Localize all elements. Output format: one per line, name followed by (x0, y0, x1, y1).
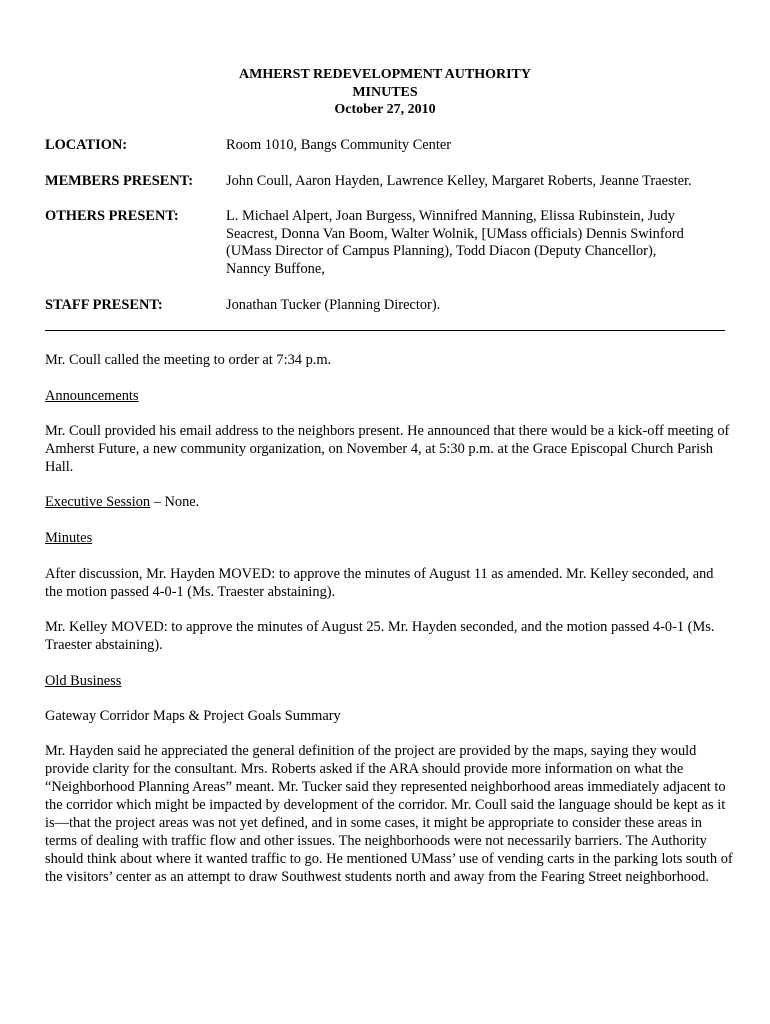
location-value: Room 1010, Bangs Community Center (226, 137, 452, 153)
members-present-label: MEMBERS PRESENT: (45, 173, 194, 189)
minutes-motion-2: Mr. Kelley MOVED: to approve the minutes of August 25. Mr. Hayden seconded, and the motion passed 4-0-1 (Ms. Traester abstaining). (45, 619, 715, 653)
gateway-discussion-text: Mr. Hayden said he appreciated the general definition of the project are provided by the maps, saying they would provide clarity for the consultant. Mrs. Roberts asked if the ARA should provide more information on what the “Neighborhood Planning Areas” meant. Mr. Tucker said they represented neighborhood areas immediately adjacent to the corridor which might be impacted by development of the corridor. Mr. Coull said the language should be kept as it is—that the project areas was not yet defined, and in some cases, it might be appropriate to consider these areas in terms of dealing with traffic flow and other issues. The neighborhoods were not necessarily barriers. The Authority should think about where it wanted traffic to go. He mentioned UMass’ use of vending carts in the parking lots south of the visitors’ center as an attempt to draw Southwest students north and away from the Fearing Street neighborhood. (45, 743, 733, 885)
others-present-value: L. Michael Alpert, Joan Burgess, Winnifred Manning, Elissa Rubinstein, Judy Seacrest, Donna Van Boom, Walter Wolnik, [UMass officials) Dennis Swinford (UMass Director of Campus Planning), Todd Diacon (Deputy Chancellor), Nanncy Buffone, (226, 208, 684, 277)
staff-present-value: Jonathan Tucker (Planning Director). (226, 297, 441, 313)
call-to-order: Mr. Coull called the meeting to order at 7:34 p.m. (45, 352, 332, 368)
location-label: LOCATION: (45, 137, 128, 153)
others-present-label: OTHERS PRESENT: (45, 208, 179, 224)
executive-session-heading: Executive Session (45, 494, 151, 510)
meeting-date: October 27, 2010 (334, 102, 436, 117)
gateway-subheading: Gateway Corridor Maps & Project Goals Summary (45, 708, 341, 724)
announcements-heading: Announcements (45, 388, 139, 404)
members-present-value: John Coull, Aaron Hayden, Lawrence Kelley, Margaret Roberts, Jeanne Traester. (226, 173, 692, 189)
minutes-heading: Minutes (45, 530, 93, 546)
doc-type-title: MINUTES (352, 85, 418, 100)
section-divider (45, 330, 725, 331)
staff-present-label: STAFF PRESENT: (45, 297, 163, 313)
old-business-heading: Old Business (45, 673, 122, 689)
org-title: AMHERST REDEVELOPMENT AUTHORITY (239, 67, 531, 82)
announcements-text: Mr. Coull provided his email address to the neighbors present. He announced that there would be a kick-off meeting of Amherst Future, a new community organization, on November 4, at 5:30 p.m. at the Grace Episcopal Church Parish Hall. (45, 423, 730, 475)
executive-session-line (45, 493, 730, 511)
executive-session-text: – None. (150, 494, 200, 510)
minutes-motion-1: After discussion, Mr. Hayden MOVED: to approve the minutes of August 11 as amended. Mr. Kelley seconded, and the motion passed 4-0-1 (Ms. Traester abstaining). (45, 566, 714, 600)
